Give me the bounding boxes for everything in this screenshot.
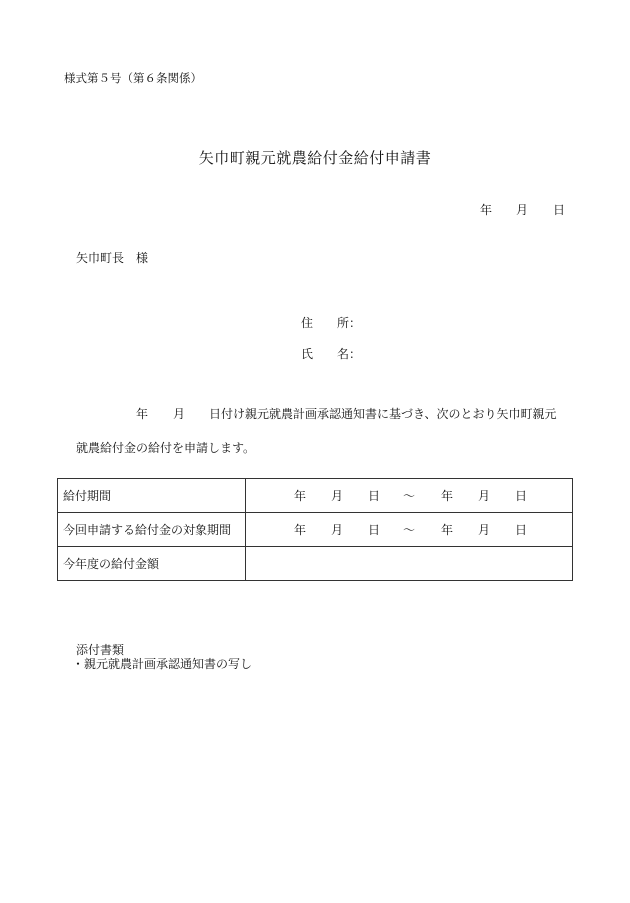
attachments-title: 添付書類: [76, 643, 125, 657]
period-start-day: 日: [368, 522, 381, 537]
row-label: 給付期間: [58, 479, 246, 513]
body-paragraph-line2: 就農給付金の給付を申請します。: [76, 441, 256, 455]
body-text: 日付け親元就農計画承認通知書に基づき、次のとおり矢巾町親元: [209, 407, 557, 421]
form-number: 様式第５号（第６条関係）: [64, 71, 202, 85]
period-start-month: 月: [331, 522, 344, 537]
period-cell[interactable]: [246, 513, 573, 547]
amount-cell[interactable]: [246, 547, 573, 581]
row-label: 今年度の給付金額: [58, 547, 246, 581]
row-label: 今回申請する給付金の対象期間: [58, 513, 246, 547]
period-end-month: 月: [478, 488, 491, 503]
address-label: 住 所：: [301, 316, 362, 330]
table-row: [58, 547, 573, 581]
period-cell[interactable]: [246, 479, 573, 513]
body-month: 月: [173, 407, 186, 421]
date-year-label: 年: [480, 203, 493, 217]
period-end-day: 日: [515, 488, 528, 503]
addressee: 矢巾町長 様: [76, 251, 149, 265]
period-start-day: 日: [368, 488, 381, 503]
document-title: 矢巾町親元就農給付金給付申請書: [198, 149, 432, 167]
period-start-year: 年: [294, 522, 307, 537]
body-paragraph-line1: [76, 405, 566, 423]
period-end-year: 年: [441, 488, 454, 503]
date-month-label: 月: [516, 203, 529, 217]
application-table: [57, 478, 573, 581]
period-field: [251, 521, 567, 539]
period-end-day: 日: [515, 522, 528, 537]
attachment-item: ・親元就農計画承認通知書の写し: [72, 657, 253, 671]
date-day-label: 日: [553, 203, 566, 217]
table-row: [58, 513, 573, 547]
period-end-month: 月: [478, 522, 491, 537]
body-year: 年: [136, 407, 149, 421]
period-tilde: ～: [403, 488, 416, 503]
period-field: [251, 487, 567, 505]
period-start-month: 月: [331, 488, 344, 503]
period-end-year: 年: [441, 522, 454, 537]
name-label: 氏 名：: [301, 347, 362, 361]
period-start-year: 年: [294, 488, 307, 503]
table-row: [58, 479, 573, 513]
period-tilde: ～: [403, 522, 416, 537]
